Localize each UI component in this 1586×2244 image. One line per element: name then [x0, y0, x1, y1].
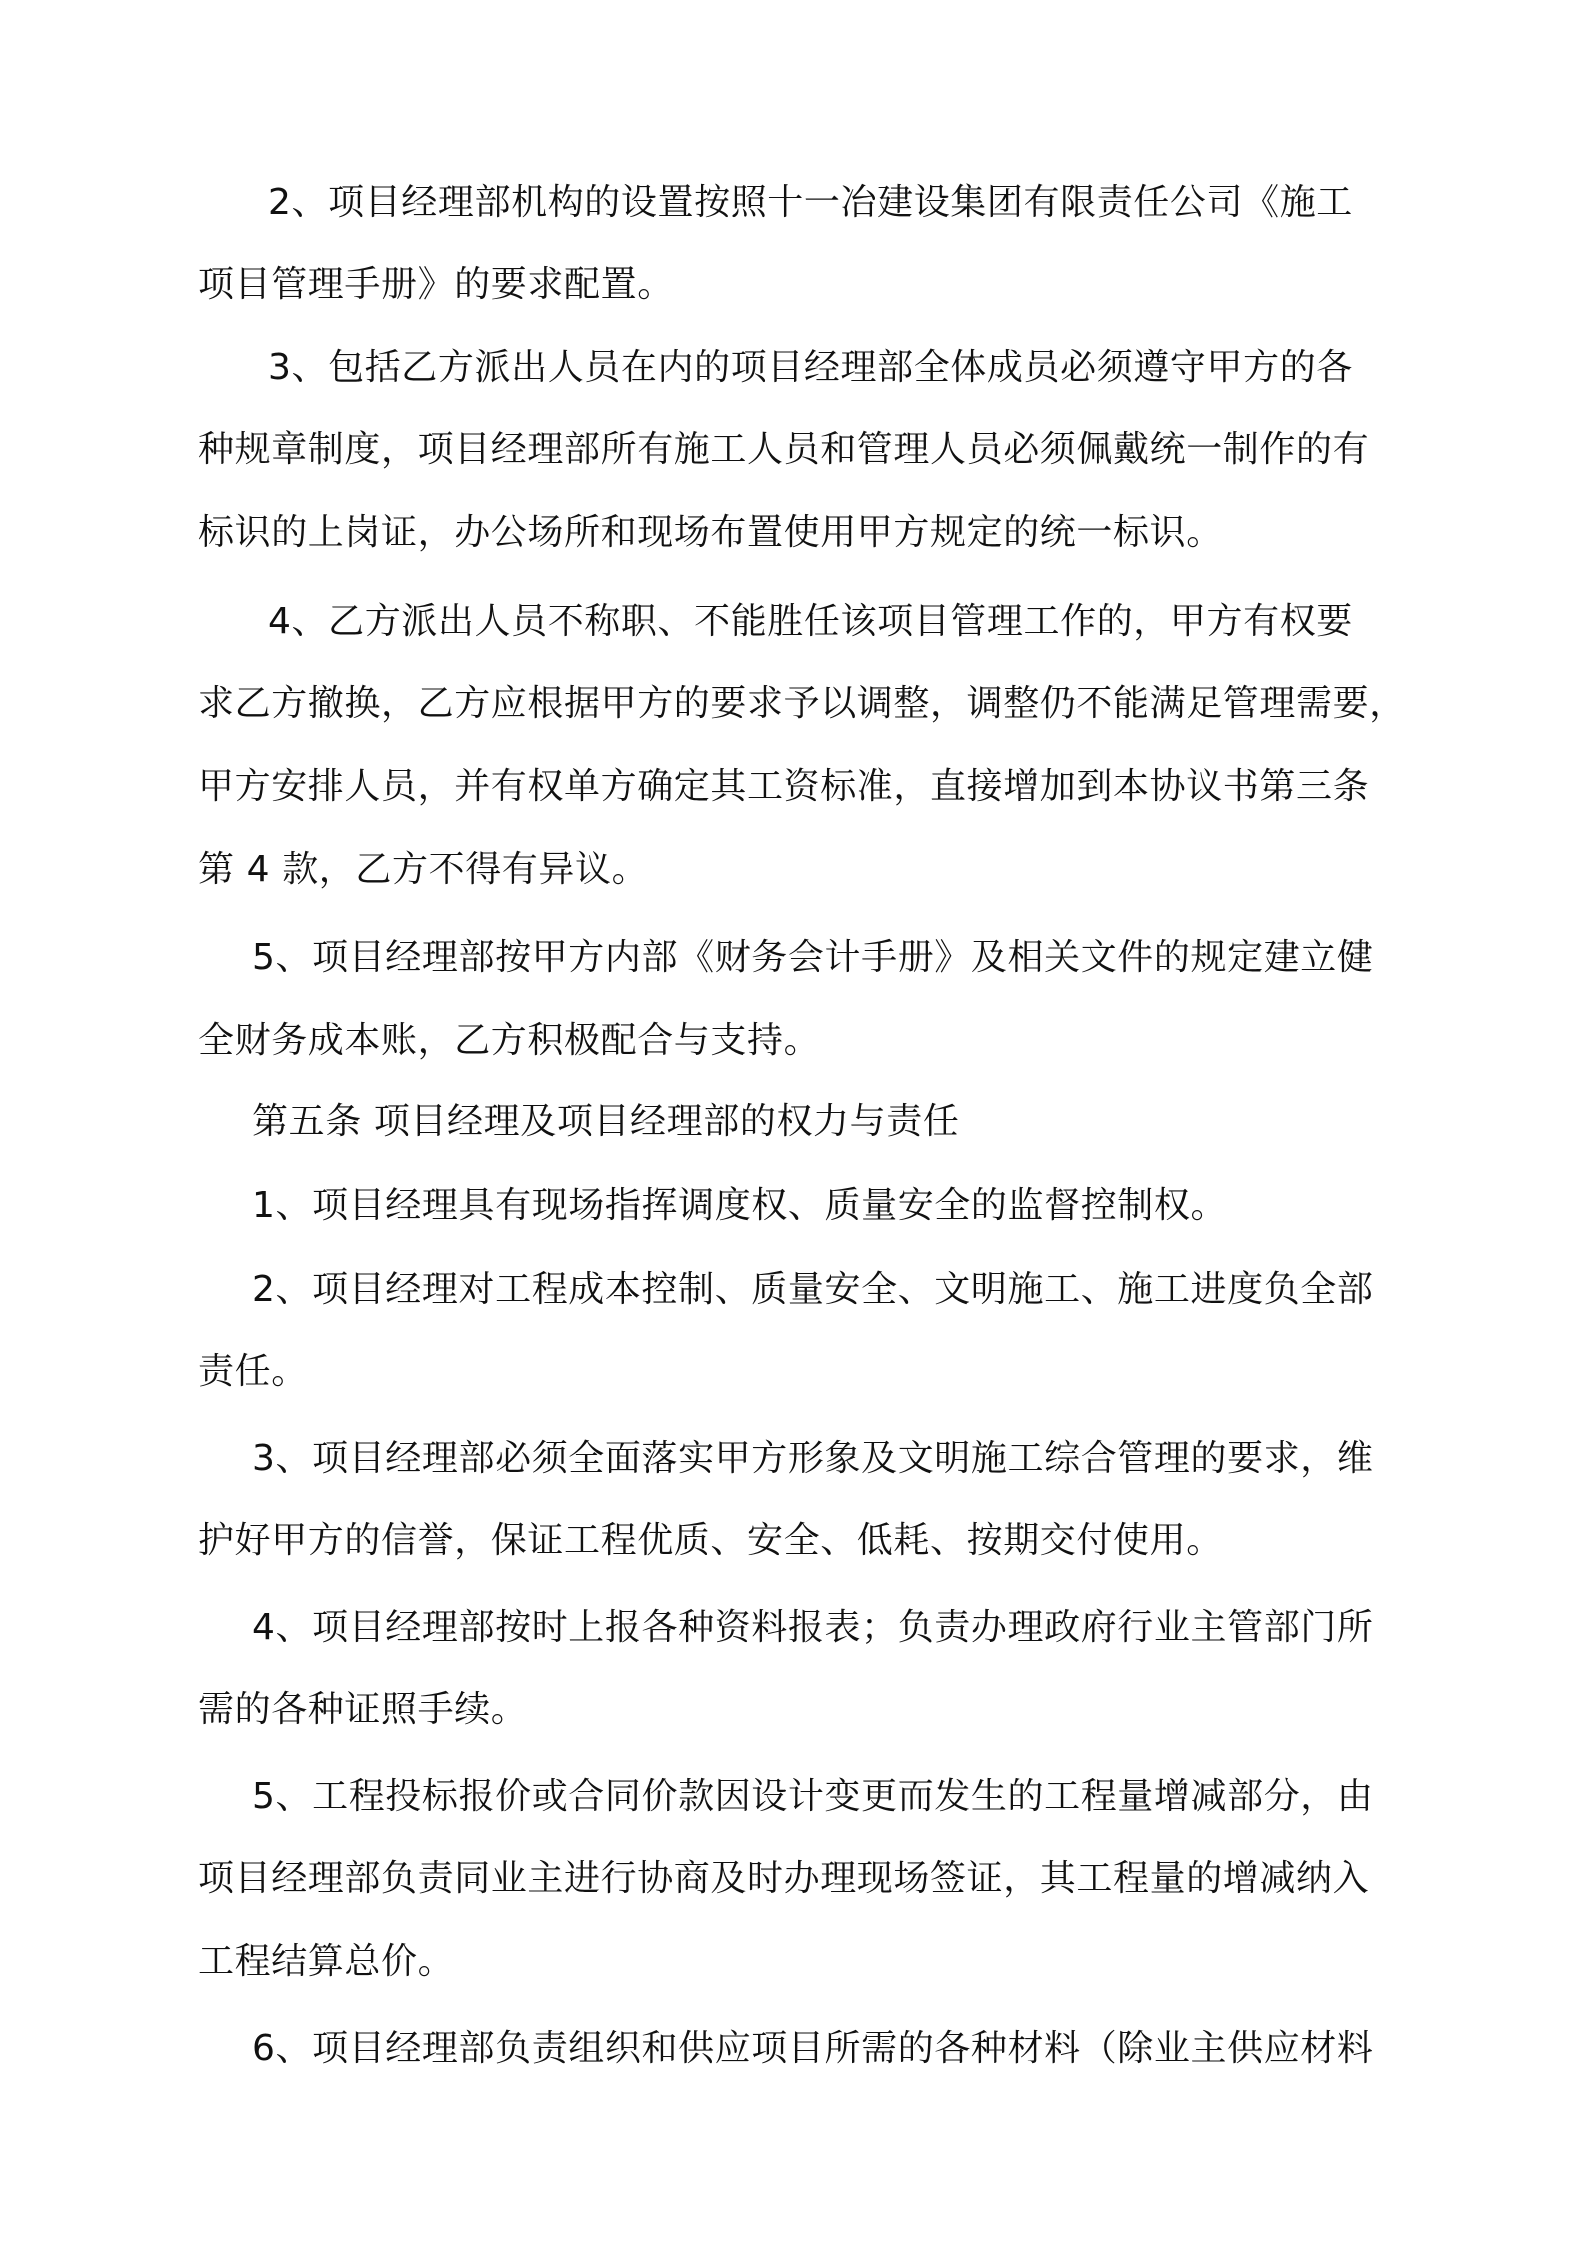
section-heading-article-5: 第五条 项目经理及项目经理部的权力与责任 [252, 1101, 960, 1142]
paragraph-2-line-1: 2、项目经理部机构的设置按照十一冶建设集团有限责任公司《施工 [268, 182, 1353, 223]
article-5-item-4-line-1: 4、项目经理部按时上报各种资料报表；负责办理政府行业主管部门所 [252, 1607, 1374, 1648]
article-5-item-3-line-1: 3、项目经理部必须全面落实甲方形象及文明施工综合管理的要求，维 [252, 1438, 1374, 1479]
article-5-item-1: 1、项目经理具有现场指挥调度权、质量安全的监督控制权。 [252, 1185, 1228, 1226]
paragraph-3-line-1: 3、包括乙方派出人员在内的项目经理部全体成员必须遵守甲方的各 [268, 347, 1353, 388]
paragraph-5-line-1: 5、项目经理部按甲方内部《财务会计手册》及相关文件的规定建立健 [252, 937, 1374, 978]
article-5-item-4-line-2: 需的各种证照手续。 [198, 1689, 528, 1730]
paragraph-4-line-2: 求乙方撤换，乙方应根据甲方的要求予以调整，调整仍不能满足管理需要， [198, 683, 1406, 724]
article-5-item-2-line-2: 责任。 [198, 1351, 308, 1392]
paragraph-3-line-3: 标识的上岗证，办公场所和现场布置使用甲方规定的统一标识。 [198, 512, 1223, 553]
article-5-item-3-line-2: 护好甲方的信誉，保证工程优质、安全、低耗、按期交付使用。 [198, 1520, 1223, 1561]
paragraph-4-line-4: 第 4 款，乙方不得有异议。 [198, 849, 649, 890]
article-5-item-5-line-2: 项目经理部负责同业主进行协商及时办理现场签证，其工程量的增减纳入 [198, 1858, 1370, 1899]
paragraph-5-line-2: 全财务成本账，乙方积极配合与支持。 [198, 1020, 821, 1061]
paragraph-4-line-1: 4、乙方派出人员不称职、不能胜任该项目管理工作的，甲方有权要 [268, 601, 1353, 642]
article-5-item-5-line-3: 工程结算总价。 [198, 1941, 455, 1982]
paragraph-4-line-3: 甲方安排人员，并有权单方确定其工资标准，直接增加到本协议书第三条 [198, 766, 1370, 807]
article-5-item-6-line-1: 6、项目经理部负责组织和供应项目所需的各种材料（除业主供应材料 [252, 2028, 1374, 2069]
paragraph-3-line-2: 种规章制度，项目经理部所有施工人员和管理人员必须佩戴统一制作的有 [198, 429, 1370, 470]
paragraph-2-line-2: 项目管理手册》的要求配置。 [198, 264, 674, 305]
article-5-item-5-line-1: 5、工程投标报价或合同价款因设计变更而发生的工程量增减部分，由 [252, 1776, 1374, 1817]
article-5-item-2-line-1: 2、项目经理对工程成本控制、质量安全、文明施工、施工进度负全部 [252, 1269, 1374, 1310]
